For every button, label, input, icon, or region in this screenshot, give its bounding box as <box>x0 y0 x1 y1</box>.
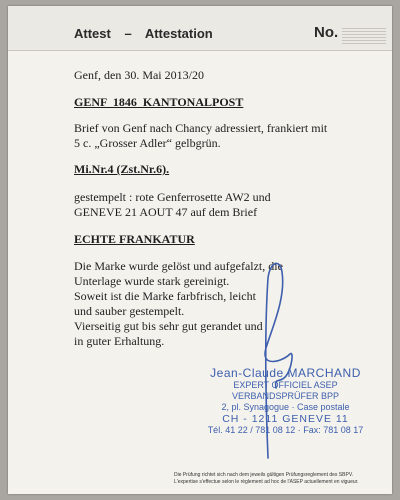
stamp-line-3: 2, pl. Synagogue · Case postale <box>221 402 350 412</box>
condition-line-6: in guter Erhaltung. <box>74 334 165 348</box>
condition-line-3: Soweit ist die Marke farbfrisch, leicht <box>74 289 256 303</box>
legal-footer <box>174 472 388 486</box>
verdict: ECHTE FRANKATUR <box>74 232 195 246</box>
description-line-2: 5 c. „Grosser Adler“ gelbgrün. <box>74 136 221 150</box>
description-line-1: Brief von Genf nach Chancy adressiert, frankiert mit <box>74 121 328 135</box>
header-number-label: No. <box>314 24 339 41</box>
condition-line-2: Unterlage wurde stark gereinigt. <box>74 274 230 288</box>
certificate-sheet <box>8 6 392 494</box>
postmark-line-2: GENEVE 21 AOUT 47 auf dem Brief <box>74 205 258 219</box>
header-attestation: Attestation <box>144 26 213 41</box>
stamp-line-4: CH - 1211 GENEVE 11 <box>222 413 349 425</box>
footer-line-fr: L'expertise s'effectue selon le règlement ad hoc de l'ASEP actuellement en vigueur. <box>174 479 359 485</box>
condition-line-4: und sauber gestempelt. <box>74 304 185 318</box>
document-title: GENF 1846 KANTONALPOST <box>74 95 244 109</box>
catalog-number: Mi.Nr.4 (Zst.Nr.6). <box>74 162 170 176</box>
condition-line-5: Vierseitig gut bis sehr gut gerandet und <box>74 319 263 333</box>
stamp-expert-name: Jean-Claude MARCHAND <box>210 366 361 380</box>
expert-stamp <box>198 366 373 436</box>
header-title <box>74 26 223 41</box>
stamp-line-1: EXPERT OFFICIEL ASEP <box>233 380 338 390</box>
condition-line-1: Die Marke wurde gelöst und aufgefalzt, die <box>74 259 283 273</box>
stamp-line-5: Tél. 41 22 / 781 08 12 · Fax: 781 08 17 <box>207 425 364 435</box>
stamp-line-2: VERBANDSPRÜFER BPP <box>231 391 340 401</box>
certificate-header <box>8 6 392 51</box>
handwritten-signature <box>246 258 316 468</box>
header-dash: – <box>124 26 132 41</box>
header-attest: Attest <box>74 26 111 41</box>
postmark-line-1: gestempelt : rote Genferrosette AW2 und <box>74 190 271 204</box>
footer-line-de: Die Prüfung richtet sich nach dem jeweils gültigen Prüfungsreglement des SBPV. <box>174 472 354 478</box>
date-line: Genf, den 30. Mai 2013/20 <box>74 68 204 82</box>
certificate-number-field <box>342 28 386 44</box>
